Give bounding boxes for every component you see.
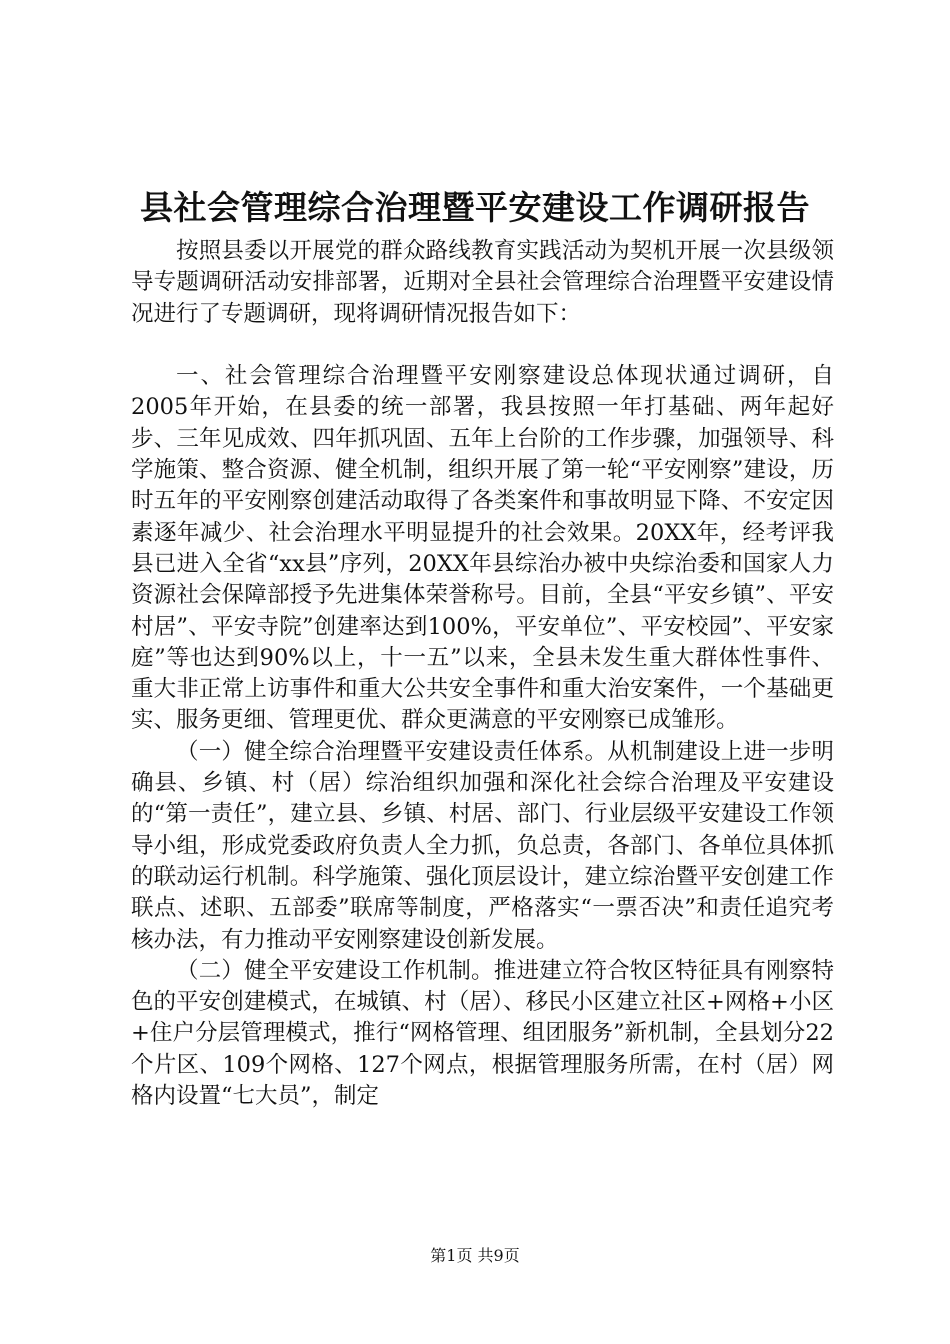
paragraph-subsection-two: （二）健全平安建设工作机制。推进建立符合牧区特征具有刚察特色的平安创建模式，在城镇、村（居）、移民小区建立社区+网格+小区+住户分层管理模式，推行“网格管理、组团服务”新机制，全县划分22个片区、109个网格、127个网点，根据管理服务所需，在村（居）网格内设置“七大员”，制定: [131, 957, 834, 1110]
document-body: [131, 236, 834, 1112]
paragraph-intro: 按照县委以开展党的群众路线教育实践活动为契机开展一次县级领导专题调研活动安排部署，近期对全县社会管理综合治理暨平安建设情况进行了专题调研，现将调研情况报告如下：: [131, 238, 834, 327]
document-title: 县社会管理综合治理暨平安建设工作调研报告: [140, 188, 810, 227]
page-footer: 第1页 共9页: [430, 1246, 520, 1265]
paragraph-section-one: 一、社会管理综合治理暨平安刚察建设总体现状通过调研，自2005年开始，在县委的统一部署，我县按照一年打基础、两年起好步、三年见成效、四年抓巩固、五年上台阶的工作步骤，加强领导、科学施策、整合资源、健全机制，组织开展了第一轮“平安刚察”建设，历时五年的平安刚察创建活动取得了各类案件和事故明显下降、不安定因素逐年减少、社会治理水平明显提升的社会效果。20XX年，经考评我县已进入全省“xx县”序列，20XX年县综治办被中央综治委和国家人力资源社会保障部授予先进集体荣誉称号。目前，全县“平安乡镇”、平安村居”、平安寺院”创建率达到100%，平安单位”、平安校园”、平安家庭”等也达到90%以上，十一五”以来，全县未发生重大群体性事件、重大非正常上访事件和重大公共安全事件和重大治安案件，一个基础更实、服务更细、管理更优、群众更满意的平安刚察已成雏形。: [131, 363, 834, 734]
paragraph-subsection-one: （一）健全综合治理暨平安建设责任体系。从机制建设上进一步明确县、乡镇、村（居）综治组织加强和深化社会综合治理及平安建设的“第一责任”，建立县、乡镇、村居、部门、行业层级平安建设工作领导小组，形成党委政府负责人全力抓，负总责，各部门、各单位具体抓的联动运行机制。科学施策、强化顶层设计，建立综治暨平安创建工作联点、述职、五部委”联席等制度，严格落实“一票否决”和责任追究考核办法，有力推动平安刚察建设创新发展。: [131, 738, 834, 953]
